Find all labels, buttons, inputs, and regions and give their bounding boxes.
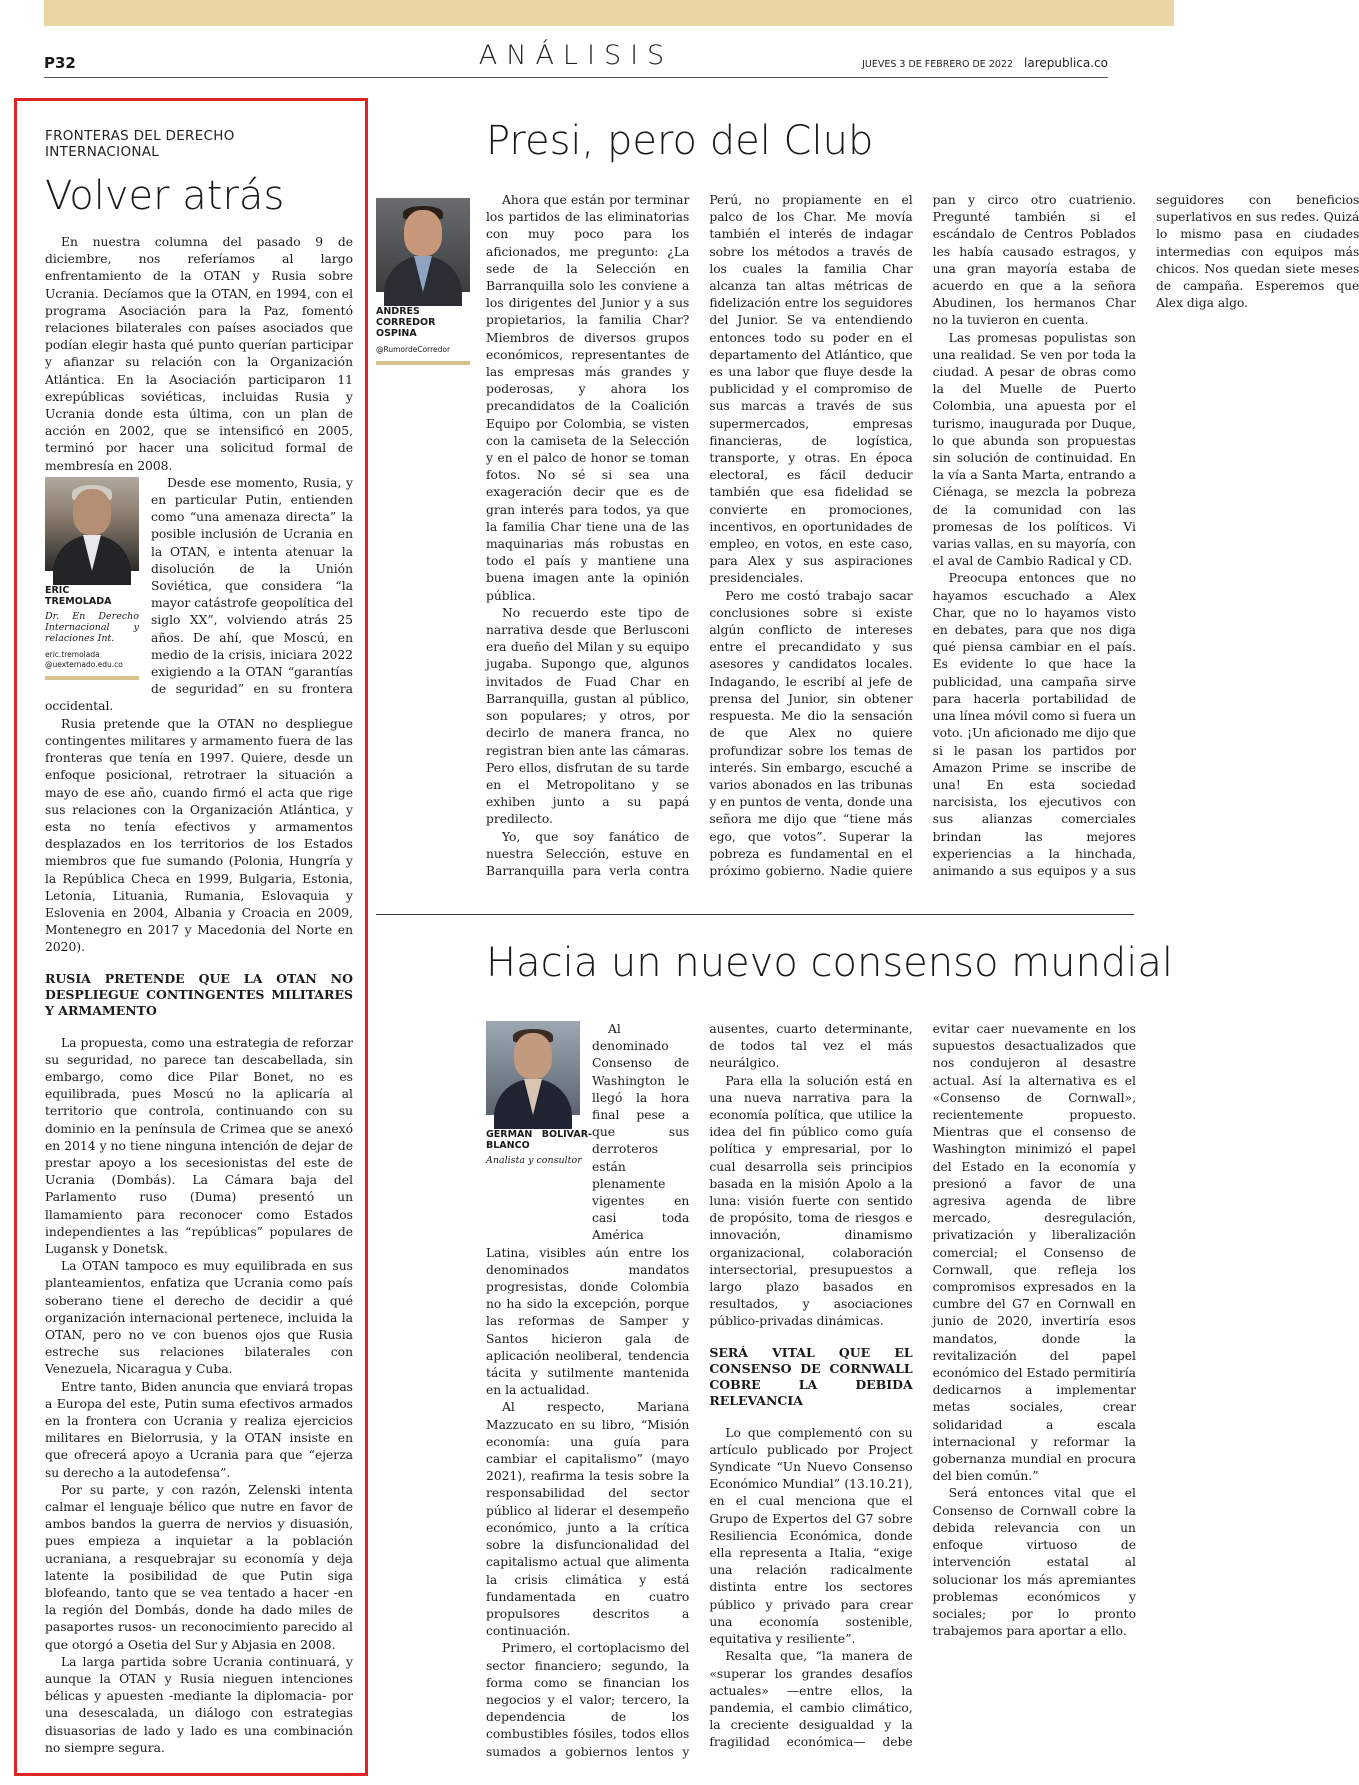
paragraph: La OTAN tampoco es muy equilibrada en sus planteamientos, enfatiza que Ucrania como país soberano tiene el derecho de decidir a qué organización internacional pertenece, incluida la OTAN, pero no ve con buenos ojos que Rusia estreche sus relaciones bilaterales con Venezuela, Nicaragua y Cuba. — [45, 1259, 353, 1377]
paragraph: En nuestra columna del pasado 9 de diciembre, nos referíamos al largo enfrentamiento de la OTAN y Rusia sobre Ucrania. Decíamos que la OTAN, en 1994, con el programa Asociación para la Paz, fomentó relaciones bilaterales con países asociados que podían elegir hasta qué punto querían participar y afianzar su relación con la Organización Atlántica. En la Asociación participaron 11 exrepúblicas soviéticas, incluidas Rusia y Ucrania donde esta última, con un plan de acción en 2002, que se intensificó en 2005, terminó por hacer una solicitud formal de membresía en 2008. — [45, 235, 353, 473]
paragraph: Por su parte, y con razón, Zelenski intenta calmar el lenguaje bélico que nutre en favor de ambos bandos la guerra de nervios y disuasión, pues empieza a inquietar a la población ucraniana, a resquebrajar su economía y deja latente la posibilidad de que Putin siga blofeando, tanto que se vea tentado a hacer -en la región del Dombás, donde ha dado miles de pasaportes rusos- un reconocimiento parecido al que otorgó a Osetia del Sur y Abjasia en 2008. — [45, 1482, 353, 1652]
pull-quote: RUSIA PRETENDE QUE LA OTAN NO DESPLIEGUE CONTINGENTES MILITARES Y ARMAMENTO — [45, 970, 353, 1018]
article-title: Hacia un nuevo consenso mundial — [486, 940, 1173, 986]
author-handle: @RumordeCorredor — [376, 345, 451, 354]
paragraph: No recuerdo este tipo de narrativa desde que Berlusconi era dueño del Milan y su equipo jugaba. Supongo que, algunos invitados de Fuad Char en Barranquilla, gustan al público, son populares; y otros, por decirlo de manera franca, no registran bien ante las cámaras. Pero ellos, disfrutan de su tarde en el Metropolitano y se exhiben junto a su papá predilecto. — [486, 605, 690, 827]
author-role: Dr. En Derecho Internacional y relaciones Int. — [45, 610, 139, 644]
paragraph: Lo que complementó con su artículo publicado por Project Syndicate “Un Nuevo Consenso Económico Mundial” (13.10.21), en el cual menciona que el Grupo de Expertos del G7 sobre Resiliencia Económica, donde ella representa a Italia, “exige una relación radicalmente distinta entre los sectores público y privado para crear una economía sostenible, equitativa y resiliente”. — [709, 1425, 913, 1647]
column-kicker: FRONTERAS DEL DERECHO INTERNACIONAL — [45, 128, 235, 160]
paragraph: Primero, el cortoplacismo del sector financiero; segundo, la forma como se financian los negocios y el valor; tercero, la dependencia de los combustibles fósiles, todos ellos sumados a gobiernos lentos y ausentes, cuarto determinante, de todos tal vez el más neurálgico. — [486, 1022, 913, 1759]
page-header — [44, 40, 1108, 78]
article-title: Presi, pero del Club — [486, 118, 874, 164]
section-title: ANÁLISIS — [478, 40, 674, 71]
paragraph: Para ella la solución está en una nueva narrativa para la economía política, que utilice la idea del fin público como guía política y empresarial, por lo cual desarrolla seis principios basada en la misión Apolo a la luna: visión fuerte con sentido de propósito, toma de riesgos e innovación, dinamismo organizacional, colaboración intersectorial, presupuestos a largo plazo basados en resultados, y asociaciones público-privadas dinámicas. — [709, 1073, 913, 1329]
top-accent-band — [44, 0, 1174, 26]
pull-quote: SERÁ VITAL QUE EL CONSENSO DE CORNWALL COBRE LA DEBIDA RELEVANCIA — [709, 1344, 913, 1408]
article-title: Volver atrás — [45, 173, 285, 219]
page-number: P32 — [44, 54, 76, 72]
author-box — [486, 1021, 592, 1239]
article-body — [45, 234, 353, 1757]
paragraph: Rusia pretende que la OTAN no despliegue contingentes militares y armamento fuera de las fronteras que tenía en 1997. Quiere, desde un enfoque posicional, retrotraer la situación a mayo de ese año, cuando firmó el acta que rige sus relaciones con la Organización Atlántica, y esta no tenía efectivos y armamentos desplazados en los territorios de los Estados miembros que fue sumando (Polonia, Hungría y la República Checa en 1999, Bulgaria, Estonia, Letonia, Lituania, Rumania, Eslovaquia y Eslovenia en 2004, Albania y Croacia en 2009, Montenegro en 2017 y Macedonia del Norte en 2020). — [45, 716, 353, 955]
paragraph: Yo, que soy fanático de nuestra Selección, estuve en Barranquilla para verla contra Perú, no propiamente en el palco de los Char. Me movía también el interés de indagar sobre los métodos a través de los cuales la familia Char alcanza tan altas métricas de fidelización entre los seguidores del Junior. Se va entendiendo entonces todo su poder en el departamento del Atlántico, que es una labor que fluye desde la publicidad y el compromiso de sus marcas a través de sus supermercados, empresas financieras, de logística, transporte, y otras. En época electoral, es fácil deducir también que esa fidelidad se convierte en promociones, incentivos, en oportunidades de empleo, en votos, en este caso, para Alex y sus aspiraciones presidenciales. — [486, 193, 913, 878]
paragraph: La propuesta, como una estrategia de reforzar su seguridad, no parece tan descabellada, sin embargo, como dice Pilar Bonet, no es equilibrada, pues Moscú no la aplicaría al territorio que controla, continuando con su dominio en la península de Crimea que se anexó en 2014 y no tiene ninguna intención de dejar de prestar apoyo a los secesionistas del este de Ucrania (Dombás). La Cámara baja del Parlamento ruso (Duma) presentó un llamamiento para reconocer como Estados independientes a las “repúblicas” populares de Lugansk y Donetsk. — [45, 1035, 353, 1256]
paragraph: Las promesas populistas son una realidad. Se ven por toda la ciudad. A pesar de obras como la del Muelle de Puerto Colombia, una apuesta por el turismo, inaugurada por Duque, lo que abunda son propuestas sin solución de continuidad. En la vía a Santa Marta, entrando a Ciénaga, se mezcla la pobreza de la comunidad con las promesas de los políticos. Vi varias vallas, en su mayoría, con el aval de Cambio Radical y CD. — [932, 330, 1136, 569]
author-photo — [376, 198, 470, 292]
author-contact — [45, 650, 139, 670]
paragraph: Preocupa entonces que no hayamos escuchado a Alex Char, que no lo hayamos visto en debates, para que nos diga qué piensa cambiar en el país. Es evidente lo que hace la publicidad, una campaña sirve para hacerla portabilidad de una línea móvil como si fuera un voto. ¡Un aficionado me dijo que si le pasan los partidos por Amazon Prime se inscribe de una! En esta sociedad narcisista, los ejecutivos con sus alianzas comerciales brindan las mejores experiencias a la hinchada, animando a sus equipos y a sus seguidores con beneficios superlativos en sus redes. Quizá lo mismo pasa en ciudades intermedias con equipos más chicos. Nos quedan siete meses de campaña. Esperemos que Alex diga algo. — [932, 193, 1359, 878]
issue-date: JUEVES 3 DE FEBRERO DE 2022 — [862, 59, 1014, 70]
author-name: GERMÁN BOLÍVAR-BLANCO — [486, 1129, 592, 1151]
author-box — [45, 477, 139, 680]
article-body — [486, 192, 1359, 892]
section-divider — [376, 914, 1134, 915]
author-box — [376, 198, 470, 365]
paragraph: Desde ese momento, Rusia, y en particular Putin, entienden como “una amenaza directa” la posible inclusión de Ucrania en la OTAN, e intenta atenuar la disolución de la Unión Soviética, que considera “la mayor catástrofe geopolítica del siglo XX”, volviendo atrás 25 años. De ahí, que Moscú, en medio de la crisis, iniciara 2022 exigiendo a la OTAN “garantías de seguridad” en su frontera occidental. — [45, 475, 353, 714]
paragraph: Al respecto, Mariana Mazzucato en su libro, “Misión economía: una guía para cambiar el capitalismo” (mayo 2021), reafirma la tesis sobre la responsabilidad del sector público al liderar el desempeño económico, junto a la crítica sobre la disfuncionalidad del capitalismo actual que alimenta la crisis climática y está fundamentada en cuatro propulsores descritos a continuación. — [486, 1400, 690, 1639]
paragraph: Resalta que, “la manera de «superar los grandes desafíos actuales» —entre ellos, la pandemia, el cambio climático, la creciente desigualdad y la fragilidad económica— debe evitar caer nuevamente en los supuestos desactualizados que nos condujeron al desastre actual. Así la alternativa es el «Consenso de Cornwall», recientemente propuesto. Mientras que el consenso de Washington minimizó el papel del Estado en la economía y presionó a favor de una agresiva agenda de libre mercado, desregulación, privatización y liberalización comercial; el Consenso de Cornwall, que refleja los compromisos expresados en la cumbre del G7 en Cornwall en junio de 2020, invertiría esos mandatos, donde la revitalización del papel económico del Estado permitiría dedicarnos a implementar metas sociales, crear solidaridad a escala internacional y reformar la gobernanza mundial en procura del bien común.” — [709, 1022, 1136, 1750]
author-photo — [45, 477, 139, 571]
paragraph: Entre tanto, Biden anuncia que enviará tropas a Europa del este, Putin suma efectivos armados en la frontera con Ucrania y realiza ejercicios militares en Bielorrusia, y la OTAN insiste en que ofrecerá apoyo a Ucrania para que “ejerza su derecho a la autodefensa”. — [45, 1379, 353, 1480]
author-name: ANDRÉS CORREDOR OSPINA — [376, 306, 436, 339]
paragraph: Al denominado Consenso de Washington le llegó la hora final pese a que sus derroteros están plenamente vigentes en casi toda América Latina, visibles aún entre los denominados mandatos progresistas, donde Colombia no ha sido la excepción, porque las reformas de Samper y Santos hicieron gala de aplicación neoliberal, tendencia tácita y sutilmente mantenida en la actualidad. — [486, 1022, 690, 1398]
article-body — [486, 1021, 1136, 1761]
author-role: Analista y consultor — [486, 1155, 582, 1166]
site-link[interactable]: larepublica.co — [1024, 56, 1108, 70]
author-photo — [486, 1021, 580, 1115]
highlighted-column-volver-atras — [14, 98, 368, 1776]
author-handle: @uexternado.edu.co — [45, 659, 123, 669]
paragraph: La larga partida sobre Ucrania continuará, y aunque la OTAN y Rusia nieguen intenciones bélicas y apuesten -mediante la diplomacia- por una desescalada, un diálogo con estrategias disuasorias de lado y lado es una combinación no siempre segura. — [45, 1654, 353, 1755]
paragraph: Será entonces vital que el Consenso de Cornwall cobre la debida relevancia con un enfoque virtuoso de intervención estatal al solucionar los más apremiantes problemas económicos y sociales; por lo pronto trabajemos para aportar a ello. — [932, 1486, 1136, 1639]
author-email: eric.tremolada — [45, 649, 100, 659]
author-name: ERIC TREMOLADA — [45, 584, 112, 607]
paragraph: Ahora que están por terminar los partidos de las eliminatorias con muy poco para los aficionados, me pregunto: ¿La sede de la Selección en Barranquilla solo les conviene a los dirigentes del Junior y a sus propietarios, la familia Char? Miembros de diversos grupos económicos, representantes de las empresas más grandes y poderosas, y ahora los precandidatos de la Coalición Equipo por Colombia, se visten con la camiseta de la Selección y en el palco de honor se toman fotos. No sé si sea una exageración decir que es de gran interés para todos, ya que la familia Char tiene una de las maquinarias más robustas en todo el país y mantiene una buena imagen ante la opinión pública. — [486, 193, 690, 603]
dateline — [862, 56, 1108, 70]
paragraph: Pero me costó trabajo sacar conclusiones sobre si existe algún conflicto de intereses entre el precandidato y sus asesores y candidatos locales. Indagando, le escribí al jefe de prensa del Junior, sin obtener respuesta. Me dio la sensación de que Alex no quiere profundizar sobre los temas de interés. Sin embargo, escuché a varios abonados en las tribunas y en puntos de venta, donde una señora me dijo que “tiene más ego, que votos”. Superar la pobreza es fundamental en el próximo gobierno. Nadie quiere pan y circo otro cuatrienio. Pregunté también si el escándalo de Centros Poblados les había causado estragos, y una gran mayoría estaba de acuerdo en que a la señora Abudinen, los hermanos Char no la tuvieron en cuenta. — [709, 193, 1136, 878]
